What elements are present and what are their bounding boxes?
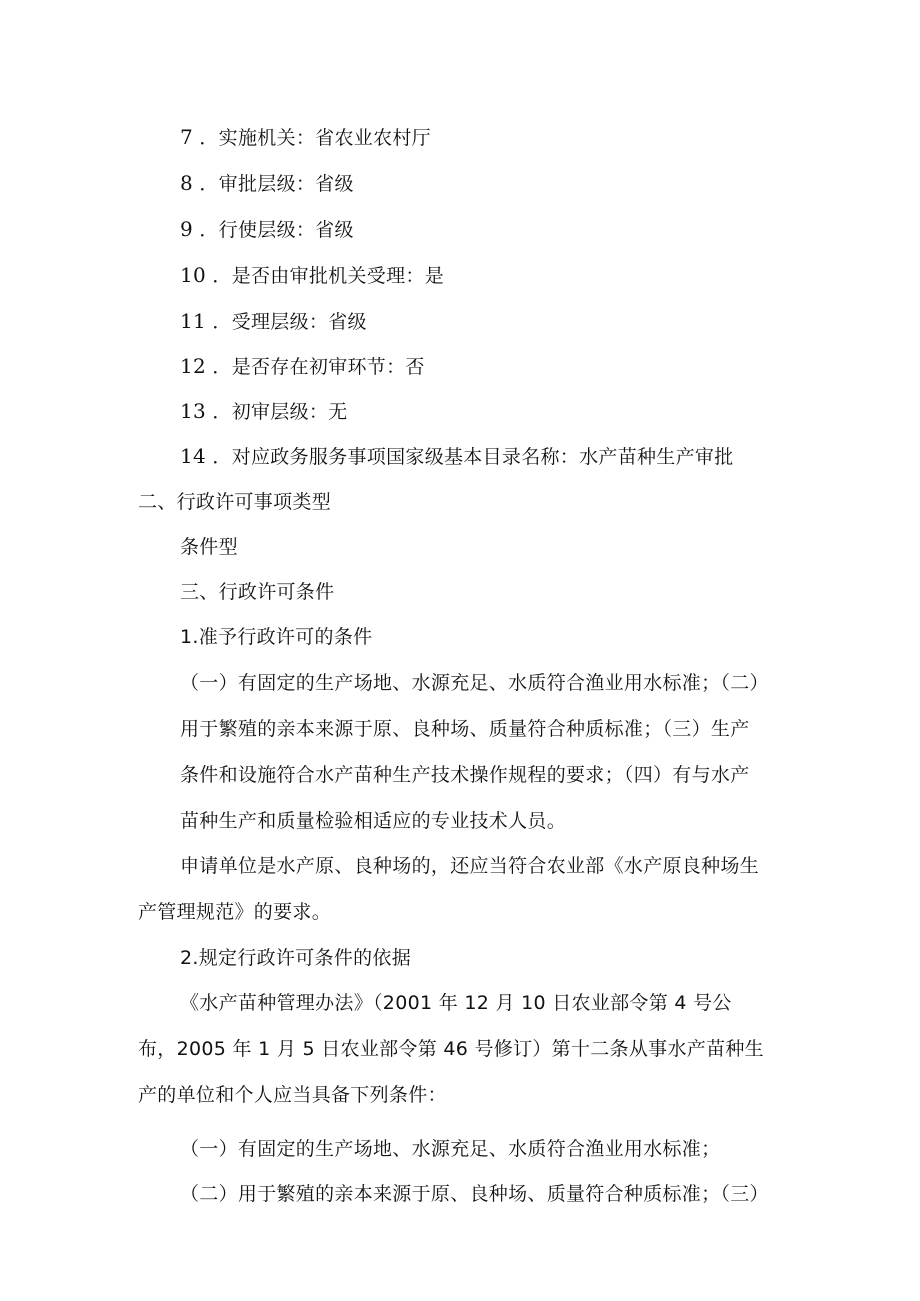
paragraph-line: 布，2005 年 1 月 5 日农业部令第 46 号修订）第十二条从事水产苗种生: [138, 1038, 764, 1060]
paragraph-line: 苗种生产和质量检验相适应的专业技术人员。: [180, 810, 567, 832]
item-text: ．实施机关：省农业农村厅: [193, 127, 431, 149]
paragraph-line: 产的单位和个人应当具备下列条件：: [138, 1084, 447, 1106]
list-item: [180, 398, 348, 425]
section-heading: 二、行政许可事项类型: [138, 491, 332, 513]
list-item: [180, 216, 354, 243]
item-text: ．审批层级：省级: [193, 173, 354, 195]
list-item: [180, 170, 354, 197]
item-number: 13: [180, 399, 207, 423]
paragraph-line: 产管理规范》的要求。: [138, 901, 332, 923]
item-number: 10: [180, 263, 207, 287]
list-item: [180, 443, 734, 470]
list-item: [180, 262, 444, 289]
item-text: ．受理层级：省级: [206, 311, 367, 333]
item-number: 12: [180, 354, 207, 378]
paragraph-line: 《水产苗种管理办法》（2001 年 12 月 10 日农业部令第 4 号公: [180, 992, 732, 1014]
item-number: 14: [180, 444, 207, 468]
paragraph-line: 用于繁殖的亲本来源于原、良种场、质量符合种质标准；（三）生产: [180, 718, 750, 740]
item-text: ．对应政务服务事项国家级基本目录名称：水产苗种生产审批: [206, 446, 734, 468]
list-item: [180, 353, 425, 380]
list-item: [180, 124, 431, 151]
subsection-heading: 1.准予行政许可的条件: [180, 626, 373, 648]
subsection-heading: 2.规定行政许可条件的依据: [180, 947, 412, 969]
paragraph-line: （一）有固定的生产场地、水源充足、水质符合渔业用水标准；: [180, 1138, 721, 1160]
item-number: 8: [180, 171, 194, 195]
item-text: ．是否存在初审环节：否: [206, 356, 425, 378]
paragraph-line: （一）有固定的生产场地、水源充足、水质符合渔业用水标准；（二）: [180, 672, 769, 694]
item-text: ．行使层级：省级: [193, 219, 354, 241]
item-number: 9: [180, 217, 194, 241]
item-number: 11: [180, 309, 207, 333]
item-text: ．初审层级：无: [206, 401, 348, 423]
section-heading: 三、行政许可条件: [180, 581, 335, 603]
item-number: 7: [180, 125, 194, 149]
paragraph-line: 申请单位是水产原、良种场的，还应当符合农业部《水产原良种场生: [180, 855, 760, 877]
paragraph-line: 条件和设施符合水产苗种生产技术操作规程的要求；（四）有与水产: [180, 764, 750, 786]
item-text: ．是否由审批机关受理：是: [206, 265, 445, 287]
section-body: 条件型: [180, 536, 238, 558]
paragraph-line: （二）用于繁殖的亲本来源于原、良种场、质量符合种质标准；（三）: [180, 1183, 769, 1205]
list-item: [180, 308, 367, 335]
